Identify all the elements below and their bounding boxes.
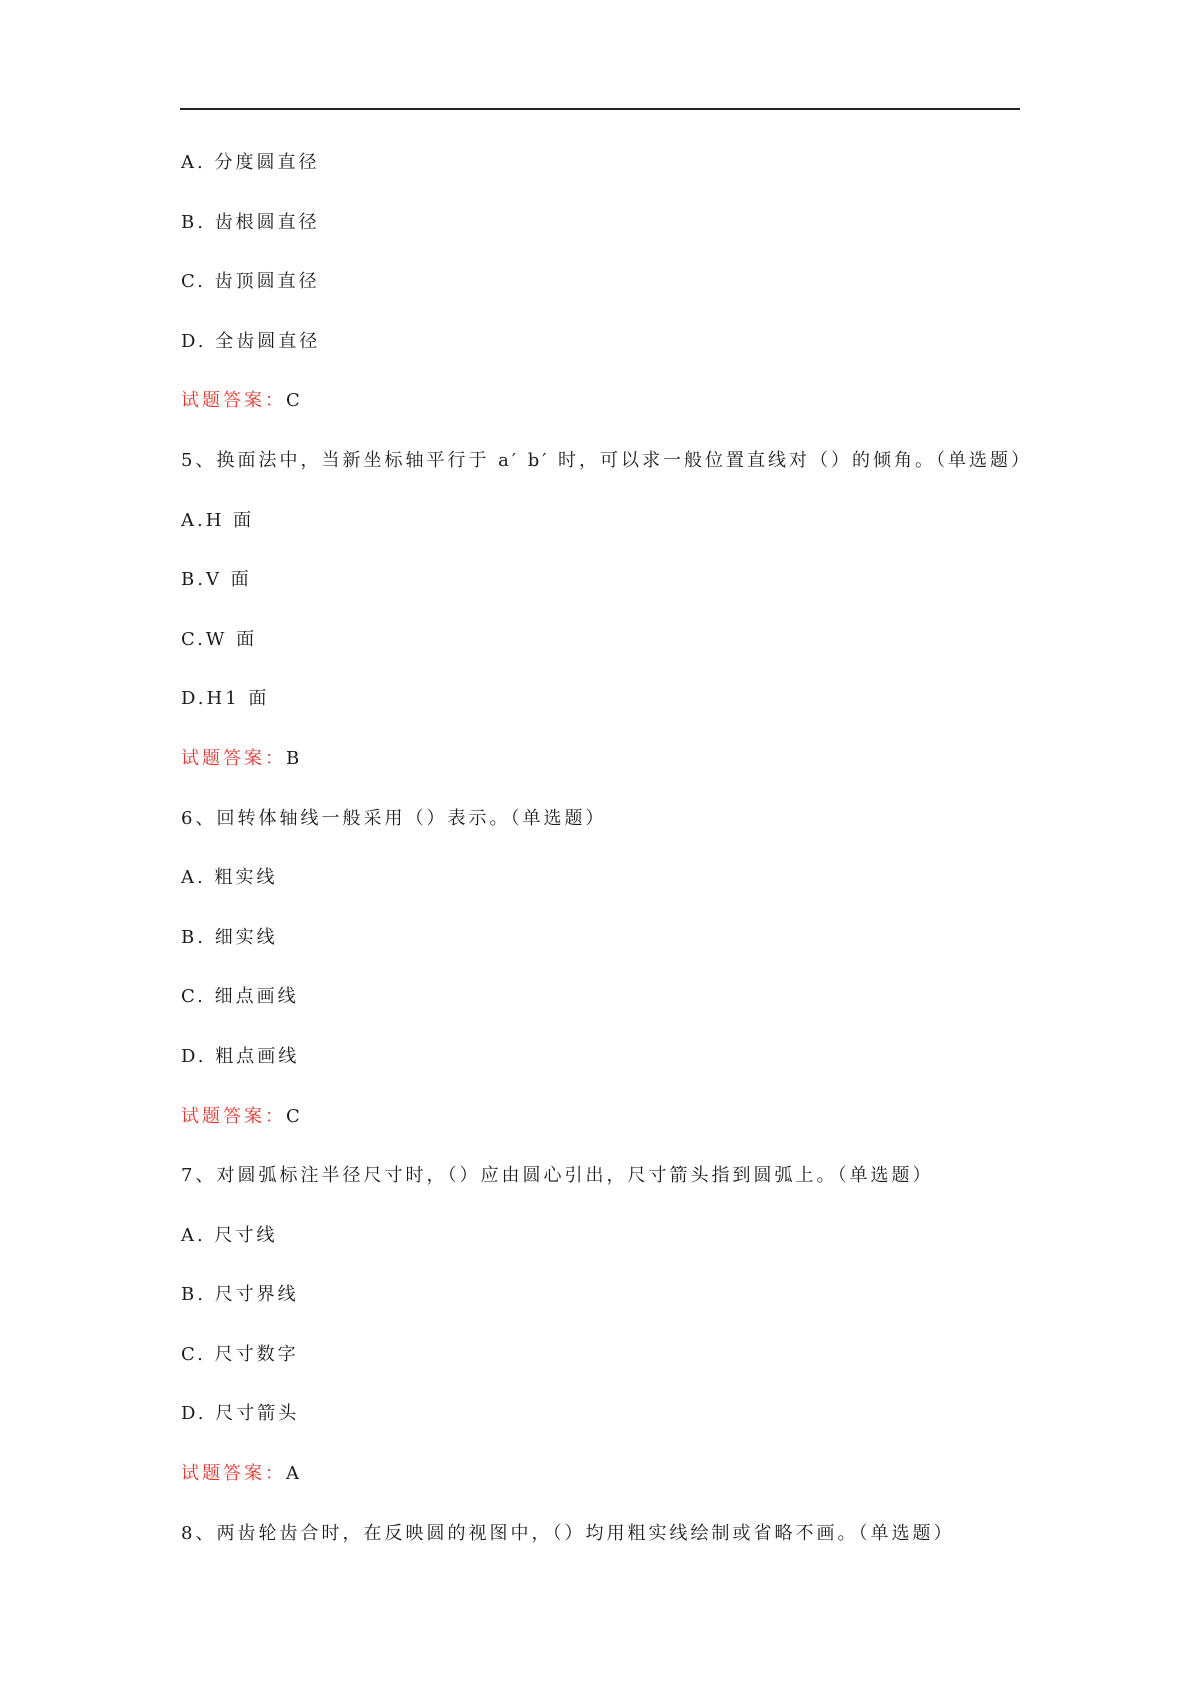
answer-line xyxy=(181,386,1021,446)
option-b xyxy=(181,1280,1021,1340)
option-letter: A. xyxy=(181,509,206,531)
option-d xyxy=(181,1042,1021,1102)
option-c xyxy=(181,982,1021,1042)
option-text: 尺寸箭头 xyxy=(215,1403,300,1425)
option-text: H1 面 xyxy=(206,688,270,710)
answer-line xyxy=(181,744,1021,804)
option-text: 齿根圆直径 xyxy=(214,211,320,233)
option-text: 粗实线 xyxy=(214,867,278,889)
option-letter: D. xyxy=(181,688,207,710)
option-c xyxy=(181,625,1021,685)
option-letter: A. xyxy=(181,1224,206,1246)
option-text: 尺寸界线 xyxy=(214,1284,299,1306)
option-d xyxy=(181,1399,1021,1459)
option-letter: B. xyxy=(181,926,206,948)
option-d xyxy=(181,327,1021,387)
question-6: 6、回转体轴线一般采用（）表示。（单选题） xyxy=(181,807,607,829)
option-a xyxy=(181,1221,1021,1281)
option-text: 尺寸线 xyxy=(214,1224,278,1246)
option-a xyxy=(181,148,1021,208)
option-letter: D. xyxy=(181,330,207,352)
option-text: W 面 xyxy=(205,628,258,650)
question-8: 8、两齿轮齿合时，在反映圆的视图中，（）均用粗实线绘制或省略不画。（单选题） xyxy=(181,1522,955,1544)
option-letter: A. xyxy=(181,867,206,889)
option-text: 齿顶圆直径 xyxy=(214,271,320,293)
answer-value: B xyxy=(286,747,303,769)
option-letter: C. xyxy=(181,986,206,1008)
answer-line xyxy=(181,1102,1021,1162)
option-text: H 面 xyxy=(205,509,255,531)
answer-label: 试题答案： xyxy=(181,390,286,412)
answer-value: C xyxy=(286,1105,303,1127)
option-text: 尺寸数字 xyxy=(214,1343,299,1365)
answer-label: 试题答案： xyxy=(181,1463,286,1485)
answer-line xyxy=(181,1459,1021,1519)
option-letter: A. xyxy=(181,152,206,173)
option-c xyxy=(181,1340,1021,1400)
option-a xyxy=(181,863,1021,923)
option-a xyxy=(181,506,1021,566)
option-letter: D. xyxy=(181,1045,207,1067)
document-body xyxy=(181,148,1033,1578)
answer-value: C xyxy=(286,390,303,412)
answer-label: 试题答案： xyxy=(181,747,286,769)
option-text: V 面 xyxy=(205,569,252,591)
option-text: 粗点画线 xyxy=(215,1045,300,1067)
option-letter: C. xyxy=(181,1343,206,1365)
option-text: 细实线 xyxy=(214,926,278,948)
option-letter: B. xyxy=(181,1284,206,1306)
option-text: 细点画线 xyxy=(214,986,299,1008)
question-5: 5、换面法中，当新坐标轴平行于 a′ b′ 时，可以求一般位置直线对（）的倾角。（单选题） xyxy=(181,449,1033,471)
option-text: 分度圆直径 xyxy=(214,152,320,173)
option-text: 全齿圆直径 xyxy=(215,330,321,352)
option-letter: C. xyxy=(181,271,206,293)
option-b xyxy=(181,923,1021,983)
answer-value: A xyxy=(286,1463,302,1485)
option-letter: B. xyxy=(181,211,206,233)
option-b xyxy=(181,565,1021,625)
option-c xyxy=(181,267,1021,327)
header-rule xyxy=(180,108,1020,110)
option-letter: C. xyxy=(181,628,206,650)
question-7: 7、对圆弧标注半径尺寸时，（）应由圆心引出，尺寸箭头指到圆弧上。（单选题） xyxy=(181,1165,934,1187)
option-d xyxy=(181,684,1021,744)
option-letter: D. xyxy=(181,1403,207,1425)
answer-label: 试题答案： xyxy=(181,1105,286,1127)
option-letter: B. xyxy=(181,569,206,591)
option-b xyxy=(181,208,1021,268)
